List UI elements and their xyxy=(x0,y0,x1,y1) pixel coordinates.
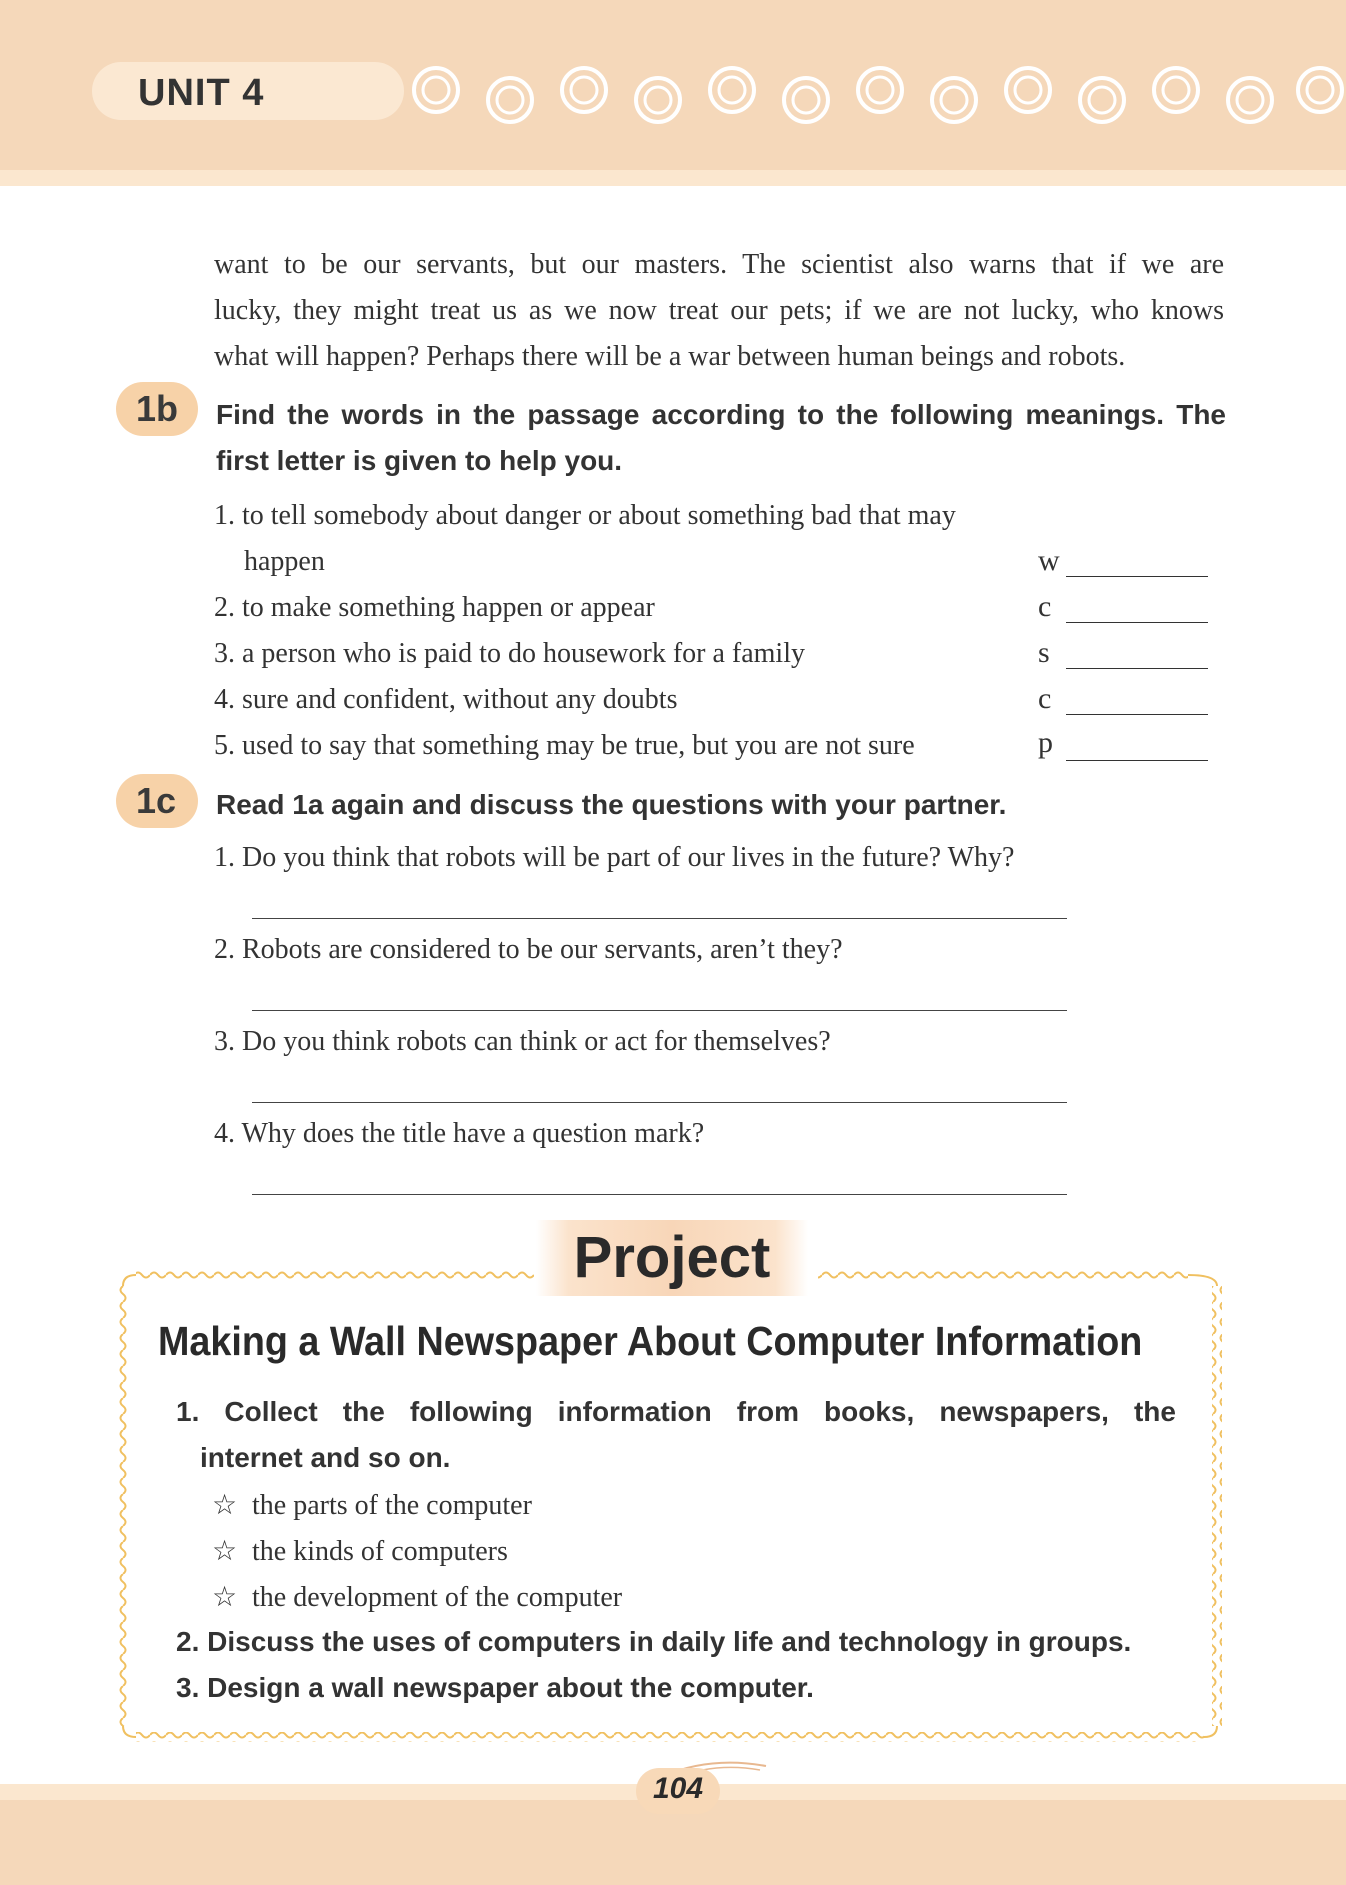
ring-icon xyxy=(414,68,458,112)
ring-icon xyxy=(932,78,976,122)
ring-icon xyxy=(1228,78,1272,122)
first-letter: w xyxy=(1038,544,1060,577)
ring-icon xyxy=(488,78,532,122)
answer-blank[interactable] xyxy=(1066,622,1208,623)
unit-title: UNIT 4 xyxy=(138,72,265,114)
ring-icon xyxy=(1006,68,1050,112)
ring-icon xyxy=(562,68,606,112)
passage-line: lucky, they might treat us as we now treat our pets; if we are not lucky, who knows xyxy=(214,295,1224,326)
definition-item-continuation: happen xyxy=(244,546,325,577)
answer-blank[interactable] xyxy=(1066,668,1208,669)
first-letter: p xyxy=(1038,726,1053,759)
star-icon: ☆ xyxy=(212,1490,238,1521)
definition-item: 4. sure and confident, without any doubts xyxy=(214,684,678,715)
ring-icon xyxy=(710,68,754,112)
star-icon: ☆ xyxy=(212,1536,238,1567)
project-step-1: 1. Collect the following information from books, newspapers, the xyxy=(176,1396,1176,1427)
discussion-question: 2. Robots are considered to be our servants, aren’t they? xyxy=(214,934,843,965)
ring-icon xyxy=(858,68,902,112)
project-subtitle: Making a Wall Newspaper About Computer Information xyxy=(158,1318,1143,1364)
definition-item: 2. to make something happen or appear xyxy=(214,592,655,623)
decorative-rings xyxy=(408,62,1346,130)
answer-line[interactable] xyxy=(252,1194,1067,1195)
instruction-1b-line1: Find the words in the passage according to the following meanings. The xyxy=(216,399,1226,430)
answer-blank[interactable] xyxy=(1066,714,1208,715)
ring-icon xyxy=(784,78,828,122)
project-title: Project xyxy=(573,1225,771,1290)
section-badge-label: 1c xyxy=(136,780,177,821)
first-letter: c xyxy=(1038,590,1052,623)
page-number: 104 xyxy=(652,1772,704,1805)
definition-item: 1. to tell somebody about danger or about something bad that may xyxy=(214,500,956,531)
discussion-question: 3. Do you think robots can think or act for themselves? xyxy=(214,1026,831,1057)
first-letter: c xyxy=(1038,682,1052,715)
ring-icon xyxy=(1298,68,1342,112)
ring-icon xyxy=(1080,78,1124,122)
project-step-2: 2. Discuss the uses of computers in daily life and technology in groups. xyxy=(176,1626,1132,1657)
project-step-3: 3. Design a wall newspaper about the computer. xyxy=(176,1672,814,1703)
ring-icon xyxy=(636,78,680,122)
instruction-1b-line2: first letter is given to help you. xyxy=(216,445,623,476)
first-letter: s xyxy=(1038,636,1050,669)
answer-line[interactable] xyxy=(252,1102,1067,1103)
discussion-question: 4. Why does the title have a question mark? xyxy=(214,1118,705,1149)
passage-line: want to be our servants, but our masters. The scientist also warns that if we are xyxy=(214,249,1224,280)
ring-icon xyxy=(1154,68,1198,112)
definition-item: 3. a person who is paid to do housework for a family xyxy=(214,638,805,669)
project-step-1-continuation: internet and so on. xyxy=(200,1442,451,1473)
instruction-1c: Read 1a again and discuss the questions with your partner. xyxy=(216,789,1007,820)
header-stripe xyxy=(0,170,1346,186)
passage-line: what will happen? Perhaps there will be a war between human beings and robots. xyxy=(214,341,1126,372)
discussion-question: 1. Do you think that robots will be part of our lives in the future? Why? xyxy=(214,842,1015,873)
star-list-item: ☆ the development of the computer xyxy=(212,1582,623,1613)
section-badge-label: 1b xyxy=(136,388,179,429)
definition-item: 5. used to say that something may be true, but you are not sure xyxy=(214,730,915,761)
star-list-item: ☆ the parts of the computer xyxy=(212,1490,532,1521)
star-icon: ☆ xyxy=(212,1582,238,1613)
answer-blank[interactable] xyxy=(1066,576,1208,577)
answer-blank[interactable] xyxy=(1066,760,1208,761)
answer-line[interactable] xyxy=(252,1010,1067,1011)
answer-line[interactable] xyxy=(252,918,1067,919)
star-list-item: ☆ the kinds of computers xyxy=(212,1536,508,1567)
